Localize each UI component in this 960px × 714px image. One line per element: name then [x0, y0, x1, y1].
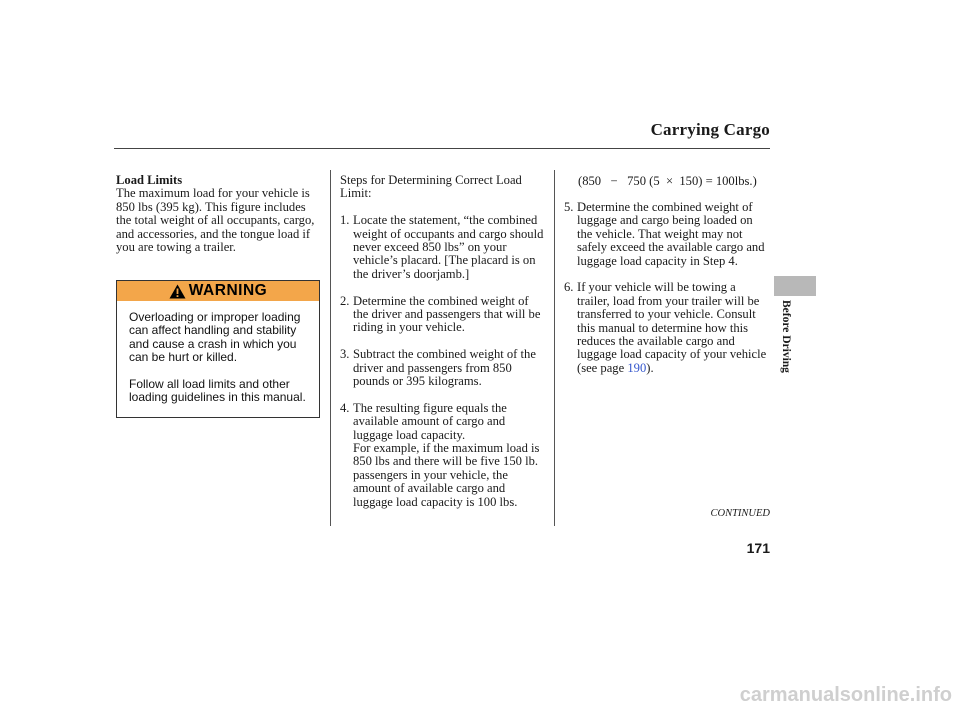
step-text: The resulting figure equals the available amount of cargo and luggage load capacity.	[353, 400, 507, 442]
step-number: 5.	[564, 200, 574, 214]
watermark: carmanualsonline.info	[739, 684, 952, 706]
warning-triangle-icon	[169, 284, 186, 299]
step-number: 3.	[340, 347, 350, 362]
step-6: 6. If your vehicle will be towing a trailer, load from your trailer will be transferred to your vehicle. Consult this manual to determine how this reduces the available cargo and luggage load capacity of your vehicle (see page 190).	[564, 280, 767, 375]
step-number: 4.	[340, 400, 350, 415]
page-number: 171	[746, 540, 770, 556]
times-sign: ×	[665, 174, 674, 188]
step-example: For example, if the maximum load is 850 lbs and there will be five 150 lb. passengers in your vehicle, the amount of available cargo and luggage load capacity is 100 lbs.	[353, 441, 540, 509]
continued-label: CONTINUED	[710, 508, 770, 519]
step-number: 6.	[564, 280, 574, 295]
section-title: Carrying Cargo	[650, 120, 770, 139]
warning-banner	[117, 281, 319, 301]
column-load-limits	[116, 174, 322, 254]
warning-para-1: Overloading or improper loading can affect handling and stability and cause a crash in which you can be hurt or killed.	[129, 310, 301, 365]
column-divider-2	[554, 170, 555, 526]
step-number: 1.	[340, 213, 350, 228]
section-side-label: Before Driving	[780, 300, 792, 373]
warning-box	[116, 280, 320, 418]
step-text: If your vehicle will be towing a trailer, load from your trailer will be transferred to your vehicle. Consult this manual to determine how this reduces the available cargo and luggage load capacity of your vehicle (see page	[577, 280, 767, 375]
column-steps	[340, 174, 546, 509]
step-number: 2.	[340, 293, 350, 308]
step-2	[340, 295, 546, 335]
step-4	[340, 402, 546, 509]
column-more-steps	[564, 201, 770, 375]
load-formula: (850 − 750 (5 × 150) = 100lbs.)	[578, 174, 757, 188]
step-3	[340, 348, 546, 388]
step-text: Determine the combined weight of luggage and cargo being loaded on the vehicle. That weight may not safely exceed the available cargo and luggage load capacity in Step 4.	[577, 200, 765, 268]
section-tab	[774, 276, 816, 296]
step-1	[340, 214, 546, 281]
step-text: Subtract the combined weight of the driver and passengers from 850 pounds or 395 kilograms.	[353, 347, 536, 389]
steps-intro: Steps for Determining Correct Load Limit:	[340, 173, 522, 201]
minus-sign: −	[610, 174, 618, 188]
page-190-link[interactable]: 190	[627, 360, 647, 375]
column-divider-1	[330, 170, 331, 526]
load-limits-intro: The maximum load for your vehicle is 850 lbs (395 kg). This figure includes the total weight of all occupants, cargo, and accessories, and the tongue load if you are towing a trailer.	[116, 186, 315, 255]
step-5	[564, 201, 770, 268]
warning-para-2: Follow all load limits and other loading guidelines in this manual.	[129, 376, 306, 405]
step-text: Determine the combined weight of the driver and passengers that will be riding in your vehicle.	[353, 293, 541, 335]
header-rule	[114, 148, 770, 149]
warning-label: WARNING	[188, 282, 268, 299]
warning-text	[129, 311, 315, 417]
load-limits-heading: Load Limits	[116, 173, 183, 187]
step-text: Locate the statement, “the combined weight of occupants and cargo should never exceed 850 lbs” on your vehicle’s placard. [The placard is on the driver’s doorjamb.]	[353, 213, 544, 281]
